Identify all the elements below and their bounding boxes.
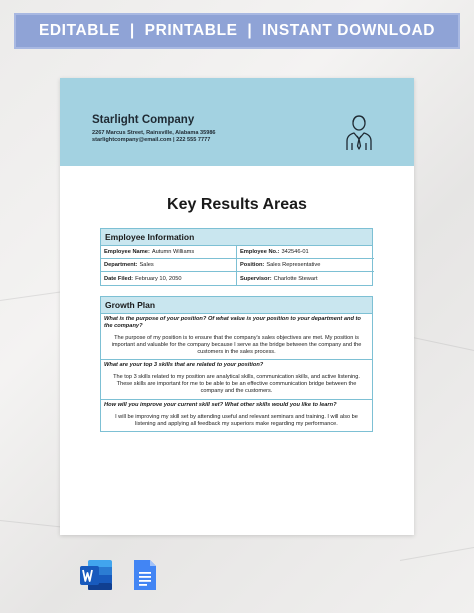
google-docs-icon[interactable] — [132, 558, 158, 592]
document-title: Key Results Areas — [167, 196, 307, 213]
employee-info-table — [100, 228, 373, 286]
answer-text: The top 3 skills related to my position are analytical skills, communication skills, and active listening. These skills are important for me to be able to be an effective communication bridge between the company and the customers. — [113, 374, 360, 394]
answer-text: I will be improving my skill set by attending useful and relevant seminars and training. I will also be listening and applying all feedback my superiors make regarding my performance. — [115, 413, 358, 427]
supervisor-cell — [237, 272, 374, 285]
person-icon — [344, 113, 374, 151]
field-value: February 10, 2050 — [135, 275, 182, 282]
question-text: How will you improve your current skill set? What other skills would you like to learn? — [104, 401, 337, 408]
company-contact: starlightcompany@email.com | 222 555 7777 — [92, 137, 211, 143]
company-name: Starlight Company — [92, 114, 195, 126]
marble-vein — [400, 546, 474, 561]
field-label: Supervisor: — [240, 275, 272, 282]
field-label: Employee No.: — [240, 249, 280, 255]
format-icons — [78, 558, 158, 592]
field-label: Employee Name: — [104, 249, 150, 255]
document-header — [60, 78, 414, 166]
document-page — [60, 78, 414, 535]
field-label: Position: — [240, 262, 265, 268]
growth-plan-item — [101, 360, 372, 399]
field-value: Charlotte Stewart — [273, 275, 318, 282]
position-cell — [237, 259, 374, 272]
field-value: 342546-01 — [281, 249, 309, 255]
promo-banner — [14, 13, 460, 49]
growth-plan-heading: Growth Plan — [101, 297, 372, 314]
employee-name-cell — [101, 246, 237, 259]
field-value: Sales — [139, 262, 154, 268]
company-address: 2267 Marcus Street, Rainsville, Alabama 35986 — [92, 130, 216, 136]
word-icon[interactable] — [78, 558, 114, 592]
question-text: What is the purpose of your position? Of what value is your position to your department and to the company? — [104, 316, 361, 329]
growth-plan-table — [100, 296, 373, 432]
field-label: Date Filed: — [104, 275, 134, 282]
employee-info-heading: Employee Information — [101, 229, 372, 246]
growth-plan-item — [101, 314, 372, 360]
growth-plan-item — [101, 400, 372, 432]
answer-text: The purpose of my position is to ensure that the company's sales objectives are met. My position is important and valuable for the company because I serve as the bridge between the company and the customers in the sales process. — [111, 335, 362, 355]
field-value: Sales Representative — [266, 262, 321, 268]
banner-text: EDITABLE | PRINTABLE | INSTANT DOWNLOAD — [38, 22, 436, 39]
field-label: Department: — [104, 262, 138, 268]
field-value: Autumn Williams — [151, 249, 195, 255]
question-text: What are your top 3 skills that are related to your position? — [104, 362, 264, 369]
department-cell — [101, 259, 237, 272]
date-filed-cell — [101, 272, 237, 285]
employee-no-cell — [237, 246, 374, 259]
